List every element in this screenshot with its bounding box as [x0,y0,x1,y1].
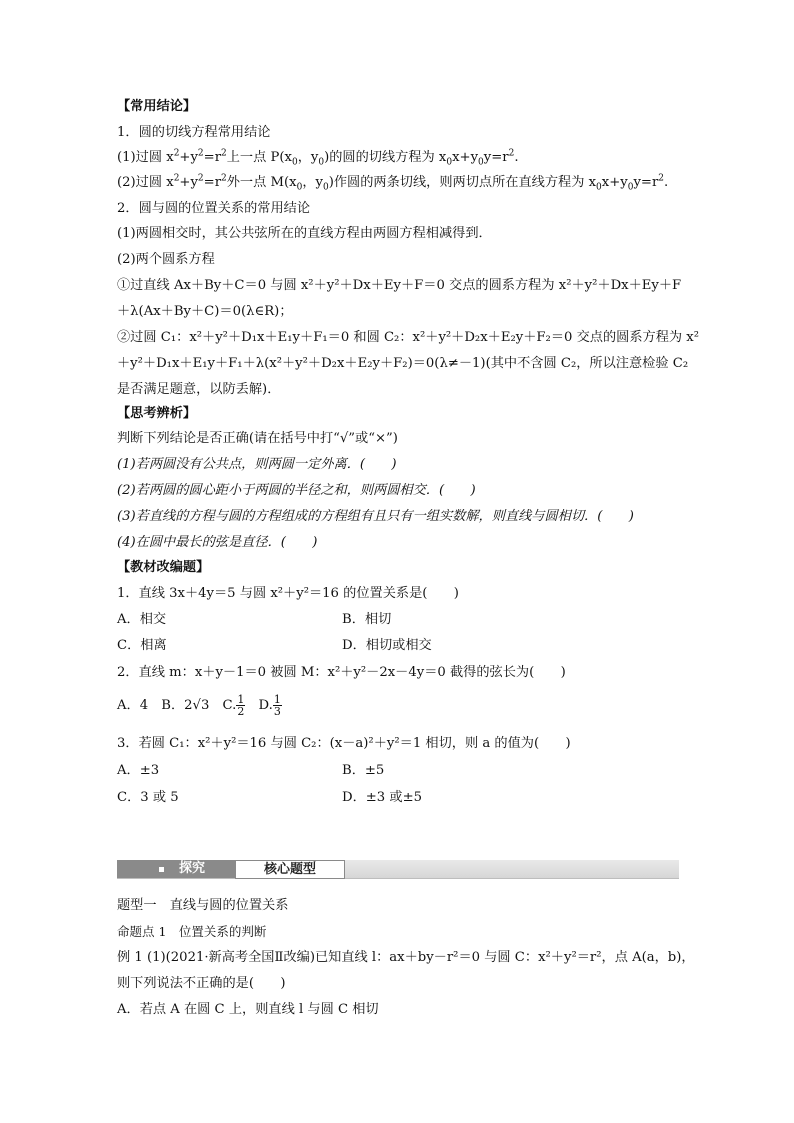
think-item-1: (1)若两圆没有公共点，则两圆一定外离．( ) [117,457,397,472]
fraction-one-half: $\frac{1}{2}$ [237,693,245,718]
option-d: D．±3 或±5 [342,790,423,805]
banner-tab-explore: 探究 [117,860,235,878]
fraction-one-third: $\frac{1}{3}$ [273,693,281,718]
example-1-line2: 则下列说法不正确的是( ) [117,976,286,991]
conclusion-2-2: (2)两个圆系方程 [117,252,215,267]
type-1-heading: 题型一 直线与圆的位置关系 [117,898,289,913]
question-3: 3．若圆 C₁：x²＋y²＝16 与圆 C₂：(x－a)²＋y²＝1 相切，则 a 的值为( ) [117,736,571,751]
conclusion-2-2-b-line1: ②过圆 C₁：x²＋y²＋D₁x＋E₁y＋F₁＝0 和圆 C₂：x²＋y²＋D₂x＋E₂y＋F₂＝0 交点的圆系方程为 x² [117,330,700,345]
option-a: A．±3 [117,763,160,778]
conclusion-1-heading: 1．圆的切线方程常用结论 [117,125,271,140]
option-b: B．相切 [342,612,392,627]
question-1: 1．直线 3x＋4y＝5 与圆 x²＋y²＝16 的位置关系是( ) [117,586,459,601]
question-3-options-row2 [117,789,423,807]
conclusion-1-1: (1)过圆 $x^2+y^2=r^2$上一点 $P(x_0$，$y_0$)的圆的切线方程为 $x_0x+y_0y=r^2$. [117,148,519,168]
example-1-line1: 例 1 (1)(2021·新高考全国Ⅱ改编)已知直线 l：ax＋by－r²＝0 与圆 C：x²＋y²＝r²，点 A(a，b)， [117,950,695,965]
section-think: 【思考辨析】 [117,406,197,421]
conclusion-2-heading: 2．圆与圆的位置关系的常用结论 [117,201,311,216]
question-1-options-row2 [117,637,432,655]
square-bullet-icon [159,867,164,872]
question-1-options-row1 [117,611,392,629]
think-item-4: (4)在圆中最长的弦是直径．( ) [117,535,318,550]
point-1-heading: 命题点 1 位置关系的判断 [117,924,267,939]
section-banner [117,860,679,878]
question-3-options-row1 [117,762,385,780]
conclusion-1-2: (2)过圆 $x^2+y^2=r^2$外一点 $M(x_0$，$y_0$)作圆的两条切线，则两切点所在直线方程为 $x_0x+y_0y=r^2$. [117,173,669,193]
conclusion-2-2-b-line2: ＋y²＋D₁x＋E₁y＋F₁＋λ(x²＋y²＋D₂x＋E₂y＋F₂)＝0(λ≠－1)(其中不含圆 C₂，所以注意检验 C₂ [117,356,689,371]
conclusion-2-2-b-line3: 是否满足题意，以防丢解)． [117,382,281,397]
option-d: D．相切或相交 [342,638,432,653]
conclusion-2-1: (1)两圆相交时，其公共弦所在的直线方程由两圆方程相减得到． [117,226,492,241]
section-textbook: 【教材改编题】 [117,560,210,575]
conclusion-2-2-a-line1: ①过直线 Ax＋By＋C＝0 与圆 x²＋y²＋Dx＋Ey＋F＝0 交点的圆系方程为 x²＋y²＋Dx＋Ey＋F [117,278,682,293]
question-2: 2．直线 m：x＋y－1＝0 被圆 M：x²＋y²－2x－4y＝0 截得的弦长为( ) [117,665,566,680]
option-c: C．3 或 5 [117,790,179,805]
option-b: B．±5 [342,763,385,778]
think-item-3: (3)若直线的方程与圆的方程组成的方程组有且只有一组实数解，则直线与圆相切．( ) [117,509,634,524]
conclusion-2-2-a-line2: ＋λ(Ax＋By＋C)＝0(λ∈R)； [117,304,293,319]
think-instruction: 判断下列结论是否正确(请在括号中打“√”或“×”) [117,431,398,446]
example-1-option-a: A．若点 A 在圆 C 上，则直线 l 与圆 C 相切 [117,1002,379,1017]
option-c: C．相离 [117,638,167,653]
banner-tab-core-types: 核心题型 [235,860,345,879]
question-2-options: A．4 B．2√3 C. $\frac{1}{2}$ D. $\frac{1}{3}$ [117,693,281,718]
option-a: A．相交 [117,612,167,627]
section-common-conclusions: 【常用结论】 [117,99,197,114]
think-item-2: (2)若两圆的圆心距小于两圆的半径之和，则两圆相交．( ) [117,483,476,498]
